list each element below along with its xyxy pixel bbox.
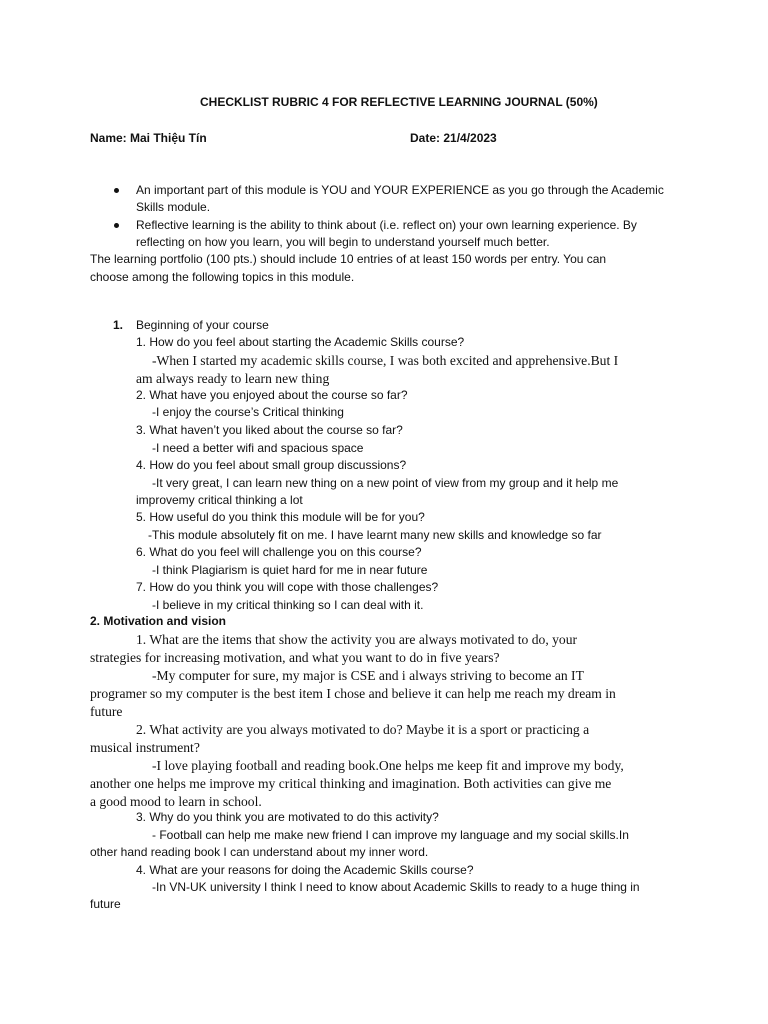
bullet-text: reflecting on how you learn, you will begin to understand yourself much better. — [136, 235, 550, 249]
document-date: Date: 21/4/2023 — [410, 131, 497, 145]
bullet-icon — [114, 188, 119, 193]
question: 4. What are your reasons for doing the Academic Skills course? — [136, 863, 474, 877]
question: musical instrument? — [90, 740, 200, 755]
answer: -I enjoy the course’s Critical thinking — [152, 405, 344, 419]
question: 1. What are the items that show the activity you are always motivated to do, your — [136, 632, 578, 647]
answer: am always ready to learn new thing — [136, 371, 330, 386]
section-heading: 2. Motivation and vision — [90, 614, 227, 628]
answer: another one helps me improve my critical thinking and imagination. Both activities can give me — [90, 776, 612, 791]
question: 6. What do you feel will challenge you on this course? — [136, 545, 422, 559]
answer: - Football can help me make new friend I can improve my language and my social skills.In — [152, 828, 629, 842]
question: 5. How useful do you think this module will be for you? — [136, 510, 425, 524]
question: strategies for increasing motivation, and what you want to do in five years? — [90, 650, 500, 665]
section-heading: Beginning of your course — [136, 318, 269, 332]
answer: -My computer for sure, my major is CSE and i always striving to become an IT — [152, 668, 584, 683]
answer: -I think Plagiarism is quiet hard for me in near future — [152, 563, 428, 577]
bullet-text: An important part of this module is YOU and YOUR EXPERIENCE as you go through the Academic — [136, 183, 664, 197]
question: 4. How do you feel about small group discussions? — [136, 458, 407, 472]
answer: -I love playing football and reading book.One helps me keep fit and improve my body, — [152, 758, 624, 773]
bullet-text: Reflective learning is the ability to think about (i.e. reflect on) your own learning experience. By — [136, 218, 637, 232]
question: 3. What haven’t you liked about the course so far? — [136, 423, 403, 437]
bullet-icon — [114, 223, 119, 228]
question: 7. How do you think you will cope with those challenges? — [136, 580, 439, 594]
question: 2. What activity are you always motivated to do? Maybe it is a sport or practicing a — [136, 722, 590, 737]
section-number: 1. — [113, 318, 124, 332]
question: 1. How do you feel about starting the Academic Skills course? — [136, 335, 465, 349]
answer: future — [90, 704, 123, 719]
answer: -In VN-UK university I think I need to know about Academic Skills to ready to a huge thing in — [152, 880, 640, 894]
answer: -I believe in my critical thinking so I can deal with it. — [152, 598, 424, 612]
bullet-text: Skills module. — [136, 200, 211, 214]
document-title: CHECKLIST RUBRIC 4 FOR REFLECTIVE LEARNING JOURNAL (50%) — [200, 95, 598, 109]
answer: -I need a better wifi and spacious space — [152, 441, 364, 455]
answer: programer so my computer is the best item I chose and believe it can help me reach my dream in — [90, 686, 616, 701]
answer: other hand reading book I can understand about my inner word. — [90, 845, 429, 859]
answer: -This module absolutely fit on me. I have learnt many new skills and knowledge so far — [148, 528, 602, 542]
answer: improvemy critical thinking a lot — [136, 493, 303, 507]
answer: -It very great, I can learn new thing on a new point of view from my group and it help me — [152, 476, 619, 490]
question: 2. What have you enjoyed about the course so far? — [136, 388, 408, 402]
intro-text: The learning portfolio (100 pts.) should include 10 entries of at least 150 words per entry. You can — [90, 252, 607, 266]
answer: future — [90, 897, 121, 911]
intro-text: choose among the following topics in this module. — [90, 270, 355, 284]
student-name: Name: Mai Thiệu Tín — [90, 131, 207, 145]
answer: a good mood to learn in school. — [90, 794, 262, 809]
answer: -When I started my academic skills course, I was both excited and apprehensive.But I — [152, 353, 619, 368]
question: 3. Why do you think you are motivated to do this activity? — [136, 810, 439, 824]
